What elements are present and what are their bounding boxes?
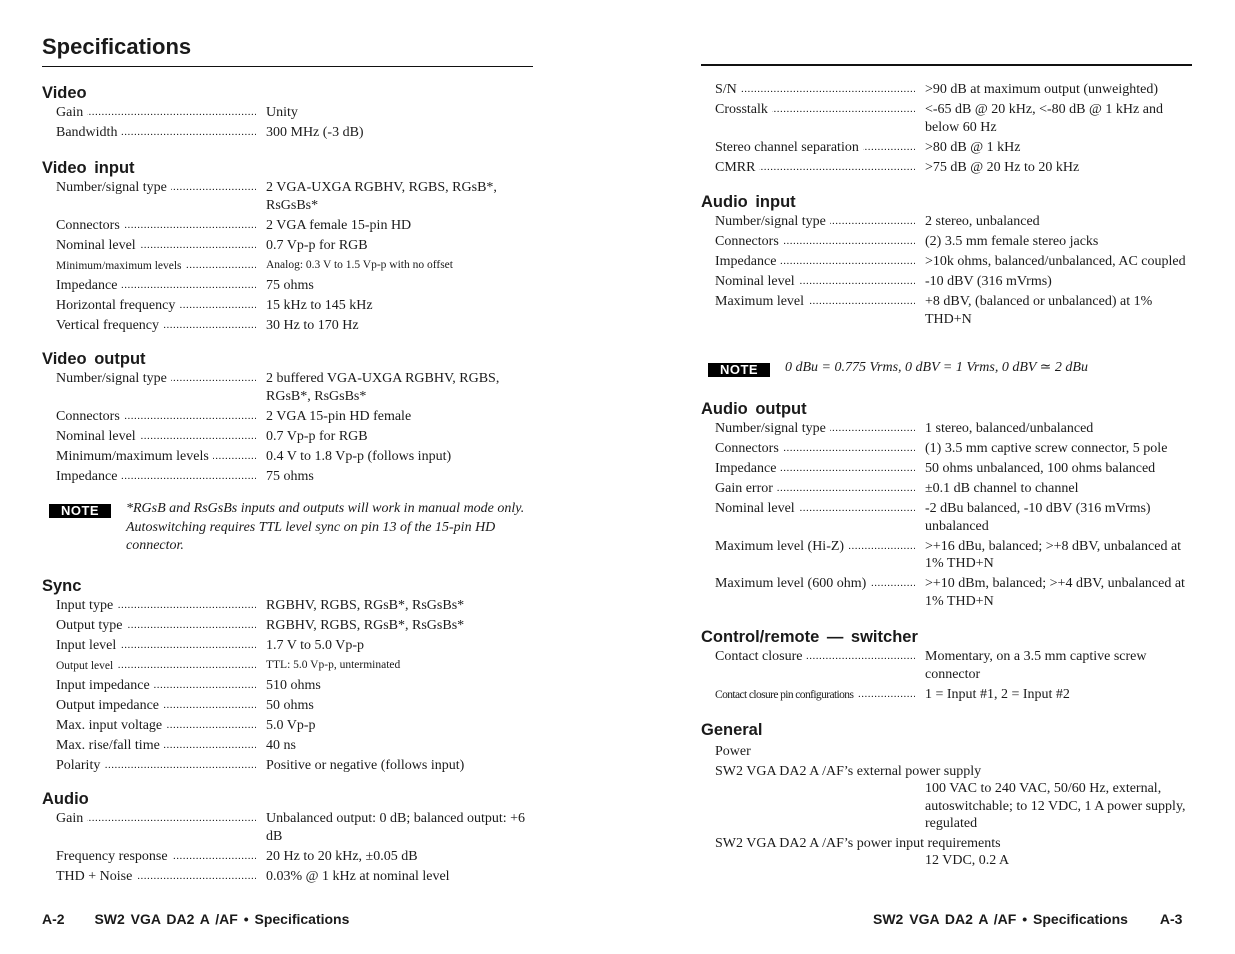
spec-row [42,317,534,335]
spec-label-text: Gain error [715,481,777,496]
spec-row [701,686,1193,704]
spec-row [42,617,534,635]
spec-label [56,757,256,775]
footer-title: SW2 VGA DA2 A /AF • Specifications [873,911,1128,927]
spec-label [715,538,915,556]
spec-value: 15 kHz to 145 kHz [266,297,373,313]
spec-value: >10k ohms, balanced/unbalanced, AC coupled [925,254,1186,269]
note-box [701,359,1193,378]
spec-value: 0.7 Vp-p for RGB [266,428,368,444]
spec-label [715,686,915,705]
spec-row [42,810,534,845]
spec-rows [42,179,534,334]
spec-label-text: Maximum level (600 ohm) [715,576,870,591]
spec-value: 40 ns [266,738,296,753]
spec-label-text: Number/signal type [56,180,171,195]
spec-row [42,468,534,486]
spec-label [715,480,915,498]
spec-label-text: Horizontal frequency [56,298,179,313]
spec-label-text: Number/signal type [715,421,830,436]
spec-label-text: Connectors [56,218,124,233]
spec-row [42,657,534,675]
spec-label-text: Impedance [715,461,780,476]
section-sync [42,575,534,777]
footer-title: SW2 VGA DA2 A /AF • Specifications [94,911,350,927]
spec-label [715,500,915,518]
section-heading: Control/remote — switcher [701,628,918,646]
spec-label [56,657,256,676]
spec-rows [701,213,1193,328]
spec-row [42,370,534,405]
spec-row [701,500,1193,535]
spec-row [701,460,1193,478]
spec-label-text: Input level [56,638,120,653]
footer-left [42,911,349,927]
spec-value: TTL: 5.0 Vp-p, unterminated [266,659,401,671]
spec-row [42,697,534,715]
section-heading: Audio input [701,193,796,211]
spec-value: Momentary, on a 3.5 mm captive screw connector [925,649,1147,682]
spec-value: RGBHV, RGBS, RGsB*, RsGsBs* [266,618,465,633]
spec-value: <-65 dB @ 20 kHz, <-80 dB @ 1 kHz and below 60 Hz [925,102,1163,135]
section-heading: Audio [42,790,89,808]
spec-label-text: Gain [56,105,87,120]
spec-label [56,370,256,388]
spec-row [42,179,534,214]
spec-label [56,737,256,755]
spec-label-text: Connectors [715,441,783,456]
spec-label [56,617,256,635]
spec-label [56,237,256,255]
spec-label-text: Contact closure pin configurations [715,689,857,701]
spec-value: >+16 dBu, balanced; >+8 dBV, unbalanced at 1% THD+N [925,538,1182,571]
spec-value: +8 dBV, (balanced or unbalanced) at 1% THD+N [925,294,1153,327]
spec-label [56,124,256,142]
spec-label-text: Number/signal type [56,371,171,386]
spec-label-text: Nominal level [56,429,140,444]
spec-label-text: Vertical frequency [56,318,163,333]
right-page [701,0,1193,954]
spec-row [42,597,534,615]
spec-label [56,297,256,315]
note-text: *RGsB and RsGsBs inputs and outputs will work in manual mode only. Autoswitching requires TTL level sync on pin 13 of the 15-pin HD connector. [126,501,525,553]
spec-row [42,257,534,275]
spec-label [56,697,256,715]
spec-label [715,233,915,251]
section-general [701,719,1193,870]
spec-value: 75 ohms [266,277,314,293]
spec-label [56,408,256,426]
spec-label-text: Max. input voltage [56,718,166,733]
spec-label [715,81,915,99]
spec-row [42,297,534,315]
spec-label-text: Input type [56,598,117,613]
spec-row [701,213,1193,231]
spec-row [42,717,534,735]
section-video-output [42,348,534,488]
spec-label [56,448,256,466]
spec-value: 2 VGA female 15-pin HD [266,217,412,233]
section-audio-continued [701,81,1193,179]
spec-row [701,538,1193,573]
spec-value: 2 VGA 15-pin HD female [266,408,412,424]
page-number: A-2 [42,911,65,927]
spec-label [56,428,256,446]
spec-value: 0.4 V to 1.8 Vp-p (follows input) [266,448,452,464]
spec-label [56,868,256,886]
spec-label-text: Minimum/maximum levels [56,449,213,464]
spec-label-text: Gain [56,811,87,826]
spec-row [701,480,1193,498]
spec-label-text: Minimum/maximum levels [56,260,186,272]
spec-value: 2 VGA-UXGA RGBHV, RGBS, RGsB*, RsGsBs* [266,180,497,213]
spec-row [701,440,1193,458]
spec-row [42,277,534,295]
spec-value: 300 MHz (-3 dB) [266,125,364,140]
spec-row [701,575,1193,610]
spec-label-text: Frequency response [56,849,172,864]
spec-value: Analog: 0.3 V to 1.5 Vp-p with no offset [266,258,453,271]
spec-value: 20 Hz to 20 kHz, ±0.05 dB [266,848,418,864]
spec-label-text: Output level [56,660,117,672]
section-heading: General [701,721,763,739]
spec-value: >80 dB @ 1 kHz [925,139,1021,155]
spec-label [56,317,256,335]
spec-row [701,420,1193,438]
spec-value: Unity [266,105,298,120]
spec-row [42,637,534,655]
spec-label-text: Connectors [715,234,783,249]
spec-value: 510 ohms [266,678,321,693]
spec-value: 30 Hz to 170 Hz [266,317,359,333]
spec-label [56,810,256,828]
spec-value: ±0.1 dB channel to channel [925,481,1079,496]
section-video-input [42,157,534,337]
spec-rows [701,420,1193,610]
spec-value: 2 buffered VGA-UXGA RGBHV, RGBS, RGsB*, RsGsBs* [266,371,500,404]
spec-label [715,440,915,458]
section-heading: Video output [42,350,146,368]
spec-label-text: Output impedance [56,698,163,713]
power-input-label: SW2 VGA DA2 A /AF’s power input requirements [715,835,1001,851]
section-audio-input [701,191,1193,331]
section-control-remote [701,626,1193,706]
spec-label [715,293,915,311]
spec-row [42,448,534,466]
left-page [42,0,534,954]
external-supply-label: SW2 VGA DA2 A /AF’s external power supply [715,763,982,779]
spec-label [715,273,915,291]
spec-label-text: Output type [56,618,127,633]
spec-row [42,104,534,122]
spec-label-text: Number/signal type [715,214,830,229]
section-heading: Sync [42,577,82,595]
spec-row [42,408,534,426]
spec-label-text: Nominal level [715,274,799,289]
spec-rows [701,648,1193,703]
spec-label-text: Max. rise/fall time [56,738,164,753]
spec-value: 5.0 Vp-p [266,718,316,733]
spec-label [56,179,256,197]
spec-row [42,124,534,142]
spec-label-text: S/N [715,82,741,97]
spec-rows [42,370,534,485]
spec-row [701,159,1193,177]
spec-value: 1.7 V to 5.0 Vp-p [266,638,365,653]
spec-label [715,420,915,438]
spec-value: -10 dBV (316 mVrms) [925,274,1052,289]
spec-label [56,717,256,735]
spec-rows [42,810,534,885]
note-badge: NOTE [49,504,111,518]
spec-label [56,217,256,235]
spec-label-text: CMRR [715,160,759,175]
spec-label [56,257,256,276]
spec-row [42,237,534,255]
spec-label-text: Connectors [56,409,124,424]
spec-label [56,677,256,695]
spec-value: 0.03% @ 1 kHz at nominal level [266,868,450,884]
spec-value: Unbalanced output: 0 dB; balanced output: +6 dB [266,811,526,844]
spec-label [715,139,915,157]
power-input-value: 12 VDC, 0.2 A [925,853,1010,868]
spec-label [715,159,915,177]
spec-row [701,273,1193,291]
spec-rows [701,81,1193,176]
spec-row [701,648,1193,683]
page-title: Specifications [42,34,192,59]
spec-label-text: Nominal level [715,501,799,516]
spec-label-text: Polarity [56,758,104,773]
spec-value: 75 ohms [266,468,314,484]
section-heading: Audio output [701,400,807,418]
spec-row [701,81,1193,99]
spec-value: Positive or negative (follows input) [266,758,465,773]
spec-value: 50 ohms [266,698,314,713]
spec-row [701,139,1193,157]
spec-label [56,637,256,655]
spec-row [42,868,534,886]
title-rule [42,66,533,67]
spec-row [42,677,534,695]
spec-label-text: Nominal level [56,238,140,253]
section-video [42,82,534,144]
spec-label [715,253,915,271]
spec-value: 1 = Input #1, 2 = Input #2 [925,686,1070,702]
spec-label [56,468,256,486]
spec-value: RGBHV, RGBS, RGsB*, RsGsBs* [266,598,465,613]
spec-label-text: Maximum level [715,294,808,309]
section-heading: Video input [42,159,135,177]
spec-row [42,428,534,446]
spec-label-text: Impedance [715,254,780,269]
spec-label [715,575,915,593]
note-badge: NOTE [708,363,770,377]
spec-row [701,293,1193,328]
spec-label-text: Maximum level (Hi-Z) [715,539,848,554]
spec-label-text: Impedance [56,278,121,293]
spec-row [701,233,1193,251]
spec-row [42,848,534,866]
spec-label-text: Input impedance [56,678,154,693]
spec-label [56,848,256,866]
spec-value: >+10 dBm, balanced; >+4 dBV, unbalanced at 1% THD+N [925,576,1185,609]
section-audio-output [701,398,1193,613]
spec-value: 50 ohms unbalanced, 100 ohms balanced [925,461,1156,476]
page-number: A-3 [1159,911,1183,927]
spec-label [56,277,256,295]
spec-label [715,101,915,119]
spec-label [56,597,256,615]
spec-label [56,104,256,122]
note-text: 0 dBu = 0.775 Vrms, 0 dBV = 1 Vrms, 0 dBV ≃ 2 dBu [785,360,1088,375]
power-label: Power [715,744,751,759]
spec-value: 0.7 Vp-p for RGB [266,237,368,253]
spec-value: >75 dB @ 20 Hz to 20 kHz [925,159,1080,175]
footer-right [873,911,1182,927]
section-heading: Video [42,84,87,102]
spec-row [701,253,1193,271]
spec-value: -2 dBu balanced, -10 dBV (316 mVrms) unbalanced [925,501,1151,534]
spec-label [715,460,915,478]
spec-row [42,757,534,775]
spec-label-text: Crosstalk [715,102,772,117]
spec-label-text: THD + Noise [56,869,136,884]
external-supply-value: 100 VAC to 240 VAC, 50/60 Hz, external, autoswitchable; to 12 VDC, 1 A power supply, regulated [925,781,1186,831]
spec-row [701,101,1193,136]
spec-value: 2 stereo, unbalanced [925,214,1040,229]
spec-rows [42,597,534,775]
spec-row [42,217,534,235]
spec-value: (2) 3.5 mm female stereo jacks [925,234,1099,249]
spec-rows [42,104,534,142]
spec-value: 1 stereo, balanced/unbalanced [925,421,1094,436]
spec-value: >90 dB at maximum output (unweighted) [925,82,1159,97]
spec-label [715,213,915,231]
spec-label-text: Stereo channel separation [715,140,863,155]
spec-label-text: Impedance [56,469,121,484]
spec-value: (1) 3.5 mm captive screw connector, 5 pole [925,441,1168,456]
note-box [42,500,534,556]
top-rule [701,64,1192,66]
spec-label [715,648,915,666]
spec-row [42,737,534,755]
spec-label-text: Bandwidth [56,125,121,140]
section-audio [42,788,534,888]
spec-label-text: Contact closure [715,649,806,664]
